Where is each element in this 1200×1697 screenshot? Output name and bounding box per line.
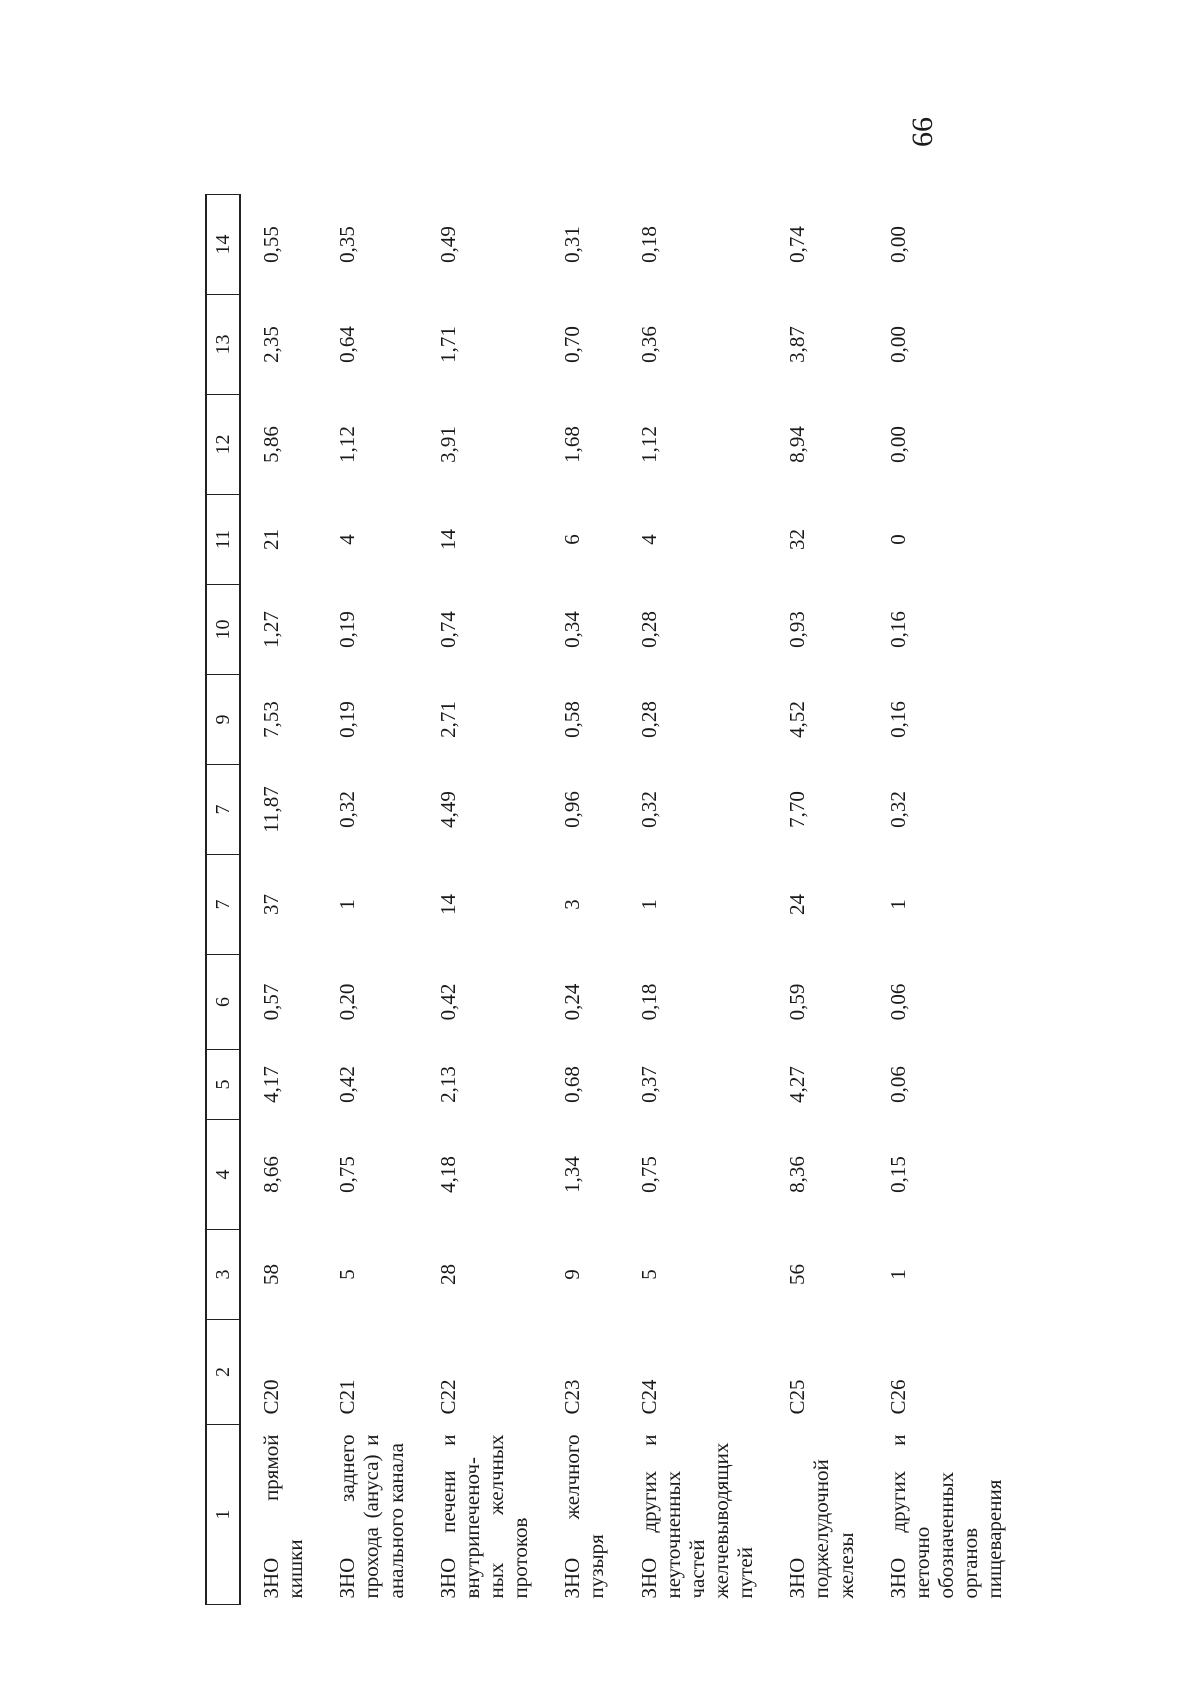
column-header-9: 9 bbox=[206, 675, 240, 765]
table-cell: 2,35 bbox=[259, 326, 283, 363]
table-cell: 14 bbox=[435, 529, 460, 550]
table-cell: 1 bbox=[636, 899, 661, 910]
header-row bbox=[206, 195, 240, 1605]
table-cell: 0,31 bbox=[560, 226, 585, 263]
table-cell: 4,17 bbox=[259, 1066, 283, 1103]
table-cell: 0,93 bbox=[785, 611, 810, 648]
statistics-table bbox=[205, 194, 1016, 1605]
column-header-6: 6 bbox=[206, 955, 240, 1050]
table-cell: 1,34 bbox=[560, 1156, 585, 1193]
table-cell: 8,94 bbox=[785, 426, 810, 463]
table-cell: 0,55 bbox=[259, 226, 283, 263]
table-cell: 4,52 bbox=[785, 701, 810, 738]
table-row bbox=[542, 195, 618, 1605]
table-cell: 24 bbox=[785, 894, 810, 915]
table-cell: 0,70 bbox=[560, 326, 585, 363]
table-cell: 5 bbox=[335, 1269, 360, 1280]
row-code: C23 bbox=[560, 1379, 585, 1415]
column-header-2: 2 bbox=[206, 1320, 240, 1425]
column-header-13: 13 bbox=[206, 295, 240, 395]
row-label: ЗНО желчного пузыря bbox=[560, 1434, 609, 1599]
table-cell: 3,91 bbox=[435, 426, 460, 463]
table-cell: 0,74 bbox=[785, 226, 810, 263]
column-header-3: 3 bbox=[206, 1230, 240, 1320]
table-cell: 0,00 bbox=[885, 226, 910, 263]
table-cell: 6 bbox=[560, 534, 585, 545]
table-cell: 8,36 bbox=[785, 1156, 810, 1193]
table-cell: 32 bbox=[785, 529, 810, 550]
table-cell: 0,42 bbox=[435, 983, 460, 1021]
table-cell: 4,27 bbox=[785, 1066, 810, 1103]
column-header-14: 14 bbox=[206, 195, 240, 295]
table-cell: 1,27 bbox=[259, 611, 283, 648]
column-header-4: 4 bbox=[206, 1120, 240, 1230]
row-label: ЗНО других и неточно обозначенных органов пищеварения bbox=[885, 1434, 1007, 1599]
table-cell: 1 bbox=[335, 899, 360, 910]
table-cell: 1,12 bbox=[335, 426, 360, 463]
table-cell: 4,18 bbox=[435, 1156, 460, 1193]
table-cell: 0,19 bbox=[335, 611, 360, 648]
table-cell: 0,00 bbox=[885, 426, 910, 463]
table-cell: 0,16 bbox=[885, 611, 910, 648]
table-cell: 2,71 bbox=[435, 701, 460, 738]
table-cell: 0,18 bbox=[636, 226, 661, 263]
table-cell: 0,20 bbox=[335, 983, 360, 1021]
row-code: C26 bbox=[885, 1379, 910, 1415]
table-cell: 0,49 bbox=[435, 226, 460, 263]
table-cell: 5 bbox=[636, 1269, 661, 1280]
table-cell: 7,53 bbox=[259, 701, 283, 738]
table-cell: 0,68 bbox=[560, 1066, 585, 1103]
row-label: ЗНО прямой кишки bbox=[259, 1434, 308, 1599]
row-code: C21 bbox=[335, 1379, 360, 1415]
table-row bbox=[240, 195, 317, 1605]
table-cell: 0,64 bbox=[335, 326, 360, 363]
table-cell: 0,28 bbox=[636, 701, 661, 738]
row-label: ЗНО заднего прохода (ануса) и анального канала bbox=[335, 1434, 408, 1599]
column-header-11: 11 bbox=[206, 495, 240, 585]
table-cell: 37 bbox=[259, 894, 283, 915]
table-cell: 4,49 bbox=[435, 791, 460, 828]
table-row bbox=[317, 195, 417, 1605]
table-cell: 0,42 bbox=[335, 1066, 360, 1103]
table-row bbox=[767, 195, 867, 1605]
row-label: ЗНО поджелудочной железы bbox=[785, 1459, 858, 1599]
table-cell: 4 bbox=[335, 534, 360, 545]
table-cell: 0,58 bbox=[560, 701, 585, 738]
table-cell: 0,32 bbox=[636, 791, 661, 828]
table-cell: 0,24 bbox=[560, 983, 585, 1021]
table-cell: 0,15 bbox=[885, 1156, 910, 1193]
table-row bbox=[619, 195, 768, 1605]
row-label: ЗНО печени и внутрипеченоч-ных желчных протоков bbox=[435, 1434, 533, 1599]
table-cell: 56 bbox=[785, 1264, 810, 1285]
table-cell: 0,16 bbox=[885, 701, 910, 738]
table-cell: 0 bbox=[885, 534, 910, 545]
row-label: ЗНО других и неуточненных частей желчевыводящих путей bbox=[636, 1434, 758, 1599]
table-cell: 0,57 bbox=[259, 983, 283, 1021]
table-cell: 58 bbox=[259, 1264, 283, 1285]
table-cell: 0,32 bbox=[885, 791, 910, 828]
table-cell: 0,18 bbox=[636, 983, 661, 1021]
table-cell: 4 bbox=[636, 534, 661, 545]
table-row bbox=[418, 195, 543, 1605]
table-cell: 7,70 bbox=[785, 791, 810, 828]
row-code: C25 bbox=[785, 1379, 810, 1415]
table-cell: 0,06 bbox=[885, 983, 910, 1021]
table-cell: 28 bbox=[435, 1264, 460, 1285]
table-cell: 0,32 bbox=[335, 791, 360, 828]
column-header-5: 5 bbox=[206, 1050, 240, 1120]
page-number: 66 bbox=[906, 117, 939, 147]
table-cell: 0,35 bbox=[335, 226, 360, 263]
column-header-8: 7 bbox=[206, 765, 240, 855]
table-cell: 14 bbox=[435, 894, 460, 915]
table-cell: 0,19 bbox=[335, 701, 360, 738]
table-cell: 0,06 bbox=[885, 1066, 910, 1103]
table-cell: 9 bbox=[560, 1269, 585, 1280]
table-cell: 1 bbox=[885, 1269, 910, 1280]
table-cell: 0,00 bbox=[885, 326, 910, 363]
table-cell: 1,12 bbox=[636, 426, 661, 463]
table-cell: 0,37 bbox=[636, 1066, 661, 1103]
table-cell: 8,66 bbox=[259, 1156, 283, 1193]
table-cell: 1,68 bbox=[560, 426, 585, 463]
table-cell: 0,59 bbox=[785, 983, 810, 1021]
column-header-1: 1 bbox=[206, 1425, 240, 1605]
column-header-10: 10 bbox=[206, 585, 240, 675]
row-code: C24 bbox=[636, 1379, 661, 1415]
table-cell: 2,13 bbox=[435, 1066, 460, 1103]
row-code: C20 bbox=[259, 1379, 283, 1415]
table-wrapper bbox=[205, 105, 1005, 1605]
table-cell: 0,74 bbox=[435, 611, 460, 648]
rotated-table-area bbox=[205, 105, 1005, 1605]
table-cell: 0,28 bbox=[636, 611, 661, 648]
column-header-7: 7 bbox=[206, 855, 240, 955]
column-header-12: 12 bbox=[206, 395, 240, 495]
row-code: C22 bbox=[435, 1379, 460, 1415]
table-cell: 0,36 bbox=[636, 326, 661, 363]
table-cell: 3 bbox=[560, 899, 585, 910]
table-cell: 5,86 bbox=[259, 426, 283, 463]
table-cell: 0,96 bbox=[560, 791, 585, 828]
table-cell: 1 bbox=[885, 899, 910, 910]
table-cell: 21 bbox=[259, 529, 283, 550]
table-cell: 0,75 bbox=[335, 1156, 360, 1193]
table-body bbox=[240, 195, 1016, 1605]
table-cell: 3,87 bbox=[785, 326, 810, 363]
table-cell: 1,71 bbox=[435, 326, 460, 363]
table-row bbox=[868, 195, 1017, 1605]
table-cell: 0,34 bbox=[560, 611, 585, 648]
table-cell: 11,87 bbox=[259, 786, 283, 833]
table-cell: 0,75 bbox=[636, 1156, 661, 1193]
